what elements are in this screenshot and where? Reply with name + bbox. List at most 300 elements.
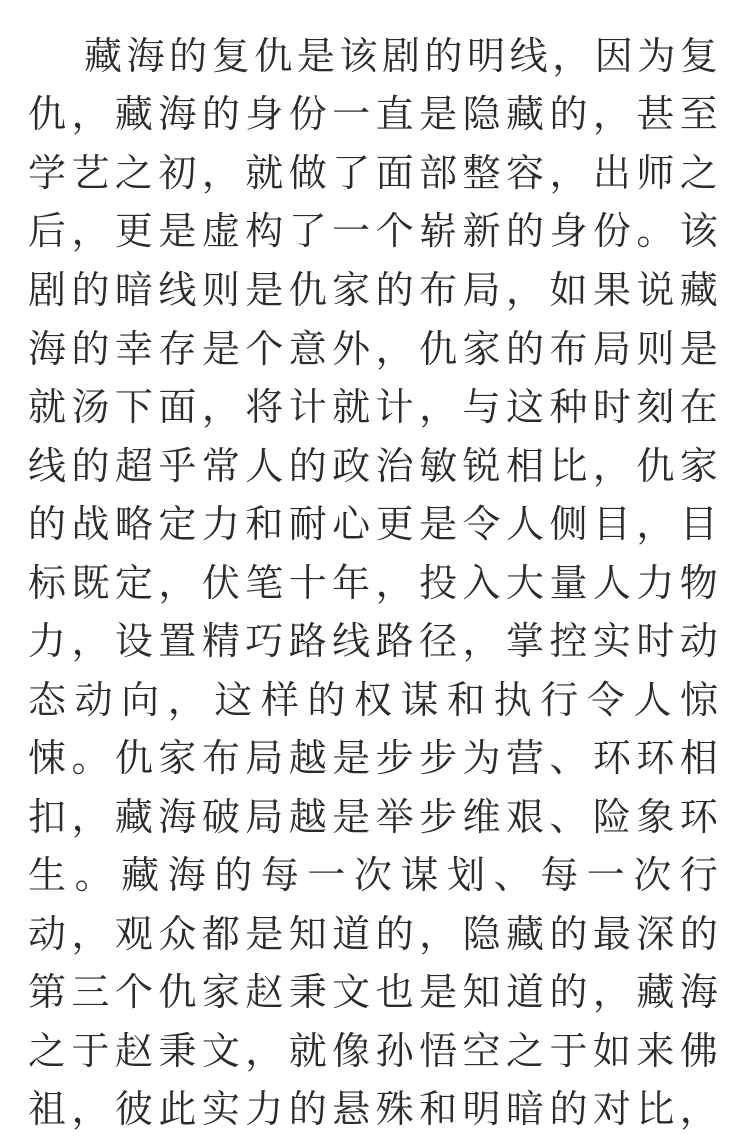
glyph: 实 <box>592 619 631 663</box>
glyph: 在 <box>679 385 718 429</box>
glyph: 彼 <box>114 1087 153 1131</box>
glyph: 如 <box>592 1029 631 1073</box>
glyph: ， <box>71 912 110 956</box>
glyph: 目 <box>592 502 631 546</box>
glyph: 悟 <box>419 1029 458 1073</box>
glyph: 标 <box>28 561 67 605</box>
glyph: 个 <box>375 209 414 253</box>
glyph: 的 <box>505 209 544 253</box>
glyph: 复 <box>211 34 250 78</box>
glyph: 的 <box>505 327 544 371</box>
glyph: 和 <box>447 678 486 722</box>
glyph: 藏 <box>114 795 153 839</box>
glyph: 该 <box>339 34 378 78</box>
glyph: 路 <box>288 619 327 663</box>
glyph: 的 <box>375 912 414 956</box>
glyph: 布 <box>419 268 458 312</box>
text-line <box>28 437 718 495</box>
glyph: ， <box>552 34 591 78</box>
glyph: 于 <box>71 1029 110 1073</box>
glyph: 如 <box>549 268 588 312</box>
glyph: 对 <box>592 1087 631 1131</box>
glyph: 做 <box>288 151 327 195</box>
glyph: 计 <box>288 385 327 429</box>
text-line <box>28 729 718 787</box>
glyph: ， <box>158 561 197 605</box>
glyph: 殊 <box>375 1087 414 1131</box>
glyph: ， <box>549 151 588 195</box>
glyph: 艺 <box>71 151 110 195</box>
glyph: 孙 <box>375 1029 414 1073</box>
glyph: 入 <box>462 561 501 605</box>
glyph: 令 <box>462 502 501 546</box>
glyph: 三 <box>71 970 110 1014</box>
glyph: 悬 <box>332 1087 371 1131</box>
glyph: 治 <box>375 444 414 488</box>
glyph: 部 <box>419 151 458 195</box>
glyph: ， <box>167 678 206 722</box>
glyph: 投 <box>419 561 458 605</box>
glyph: 幸 <box>114 327 153 371</box>
glyph: 存 <box>158 327 197 371</box>
glyph: 外 <box>332 327 371 371</box>
glyph: 为 <box>462 736 501 780</box>
glyph: 之 <box>679 151 718 195</box>
glyph: 像 <box>332 1029 371 1073</box>
glyph: 家 <box>462 327 501 371</box>
glyph: 谋 <box>400 853 439 897</box>
glyph: 的 <box>288 1087 327 1131</box>
glyph: 更 <box>114 209 153 253</box>
glyph: 的 <box>28 502 67 546</box>
glyph: 的 <box>549 970 588 1014</box>
glyph: 海 <box>126 34 165 78</box>
glyph: 的 <box>71 444 110 488</box>
glyph: 破 <box>201 795 240 839</box>
glyph: 、 <box>493 853 532 897</box>
glyph: 容 <box>505 151 544 195</box>
text-line <box>28 788 718 846</box>
glyph: 众 <box>158 912 197 956</box>
glyph: ， <box>71 619 110 663</box>
glyph: 佛 <box>679 1029 718 1073</box>
glyph: 崭 <box>419 209 458 253</box>
glyph: 深 <box>636 912 675 956</box>
glyph: 战 <box>71 502 110 546</box>
glyph: 物 <box>679 561 718 605</box>
glyph: ， <box>592 444 631 488</box>
glyph: 布 <box>549 327 588 371</box>
glyph: 态 <box>28 678 67 722</box>
glyph: ， <box>462 619 501 663</box>
glyph: 、 <box>549 795 588 839</box>
glyph: ， <box>201 385 240 429</box>
glyph: 的 <box>424 34 463 78</box>
glyph: 锐 <box>462 444 501 488</box>
glyph: 仇 <box>254 34 293 78</box>
glyph: 线 <box>28 444 67 488</box>
glyph: 侧 <box>549 502 588 546</box>
glyph: ， <box>201 151 240 195</box>
glyph: 局 <box>245 736 284 780</box>
glyph: 明 <box>462 1087 501 1131</box>
glyph: 与 <box>462 385 501 429</box>
glyph: 大 <box>505 561 544 605</box>
glyph: 仇 <box>419 327 458 371</box>
glyph: 秉 <box>288 970 327 1014</box>
glyph: 是 <box>419 502 458 546</box>
glyph: 为 <box>637 34 676 78</box>
glyph: 复 <box>679 34 718 78</box>
glyph: 都 <box>201 912 240 956</box>
glyph: 划 <box>447 853 486 897</box>
glyph: 的 <box>549 912 588 956</box>
glyph: 一 <box>307 853 346 897</box>
glyph: 的 <box>375 268 414 312</box>
text-line <box>28 554 718 612</box>
glyph: 来 <box>636 1029 675 1073</box>
glyph: 就 <box>332 385 371 429</box>
glyph: 是 <box>419 970 458 1014</box>
glyph: 布 <box>201 736 240 780</box>
glyph: 果 <box>592 268 631 312</box>
glyph: 了 <box>332 151 371 195</box>
glyph: 的 <box>679 912 718 956</box>
glyph: 向 <box>121 678 160 722</box>
glyph: 仇 <box>288 268 327 312</box>
glyph: 后 <box>28 209 67 253</box>
glyph: 乎 <box>158 444 197 488</box>
glyph: 明 <box>467 34 506 78</box>
glyph: 径 <box>419 619 458 663</box>
glyph: 环 <box>679 795 718 839</box>
glyph: 赵 <box>245 970 284 1014</box>
glyph: 路 <box>375 619 414 663</box>
glyph: 精 <box>201 619 240 663</box>
glyph: 第 <box>28 970 67 1014</box>
glyph: 营 <box>505 736 544 780</box>
glyph: 师 <box>636 151 675 195</box>
glyph: 超 <box>114 444 153 488</box>
glyph: 环 <box>592 736 631 780</box>
glyph: ， <box>71 209 110 253</box>
glyph: ， <box>592 970 631 1014</box>
glyph: 、 <box>549 736 588 780</box>
glyph: 样 <box>260 678 299 722</box>
glyph: 掌 <box>505 619 544 663</box>
glyph: 至 <box>679 92 718 136</box>
glyph: ， <box>679 1087 718 1131</box>
glyph: 之 <box>28 1029 67 1073</box>
glyph: 虚 <box>201 209 240 253</box>
glyph: 局 <box>245 795 284 839</box>
glyph: 这 <box>214 678 253 722</box>
glyph: 暗 <box>505 1087 544 1131</box>
glyph: 甚 <box>636 92 675 136</box>
glyph: 既 <box>71 561 110 605</box>
glyph: 就 <box>245 151 284 195</box>
glyph: 略 <box>114 502 153 546</box>
glyph: 赵 <box>114 1029 153 1073</box>
glyph: ， <box>71 795 110 839</box>
glyph: 藏 <box>679 268 718 312</box>
glyph: 生 <box>28 853 67 897</box>
glyph: ， <box>636 502 675 546</box>
glyph: 一 <box>332 209 371 253</box>
text-line <box>28 85 718 143</box>
glyph: 力 <box>201 502 240 546</box>
glyph: 剧 <box>381 34 420 78</box>
glyph: 巧 <box>245 619 284 663</box>
glyph: 扣 <box>28 795 67 839</box>
glyph: 学 <box>28 151 67 195</box>
glyph: 份 <box>288 92 327 136</box>
glyph: 悚 <box>28 736 67 780</box>
glyph: 局 <box>592 327 631 371</box>
glyph: 令 <box>586 678 625 722</box>
glyph: 政 <box>332 444 371 488</box>
glyph: 实 <box>201 1087 240 1131</box>
glyph: 于 <box>549 1029 588 1073</box>
glyph: 就 <box>288 1029 327 1073</box>
glyph: 每 <box>260 853 299 897</box>
glyph: 仇 <box>158 970 197 1014</box>
glyph: 个 <box>114 970 153 1014</box>
glyph: 新 <box>462 209 501 253</box>
glyph: 常 <box>201 444 240 488</box>
glyph: 也 <box>375 970 414 1014</box>
glyph: 种 <box>549 385 588 429</box>
glyph: 是 <box>158 209 197 253</box>
glyph: 象 <box>636 795 675 839</box>
glyph: 藏 <box>505 92 544 136</box>
glyph: 十 <box>288 561 327 605</box>
glyph: 则 <box>201 268 240 312</box>
glyph: 藏 <box>505 912 544 956</box>
glyph: 的 <box>214 853 253 897</box>
glyph: 执 <box>493 678 532 722</box>
glyph: 计 <box>375 385 414 429</box>
glyph: 的 <box>288 444 327 488</box>
glyph: 力 <box>636 561 675 605</box>
glyph: 家 <box>201 970 240 1014</box>
glyph: ， <box>71 92 110 136</box>
glyph: 线 <box>332 619 371 663</box>
glyph: 该 <box>679 209 718 253</box>
glyph: 动 <box>74 678 113 722</box>
glyph: 家 <box>332 268 371 312</box>
glyph: 是 <box>332 795 371 839</box>
glyph: 笔 <box>245 561 284 605</box>
glyph: 险 <box>592 795 631 839</box>
glyph: 人 <box>505 502 544 546</box>
glyph: 比 <box>636 1087 675 1131</box>
glyph: 仇 <box>28 92 67 136</box>
glyph: 剧 <box>28 268 67 312</box>
glyph: 的 <box>201 92 240 136</box>
text-line <box>28 846 718 904</box>
glyph: 时 <box>592 385 631 429</box>
glyph: 敏 <box>419 444 458 488</box>
glyph: 意 <box>288 327 327 371</box>
text-line <box>28 144 718 202</box>
glyph: 观 <box>114 912 153 956</box>
glyph: 线 <box>158 268 197 312</box>
glyph: 和 <box>245 502 284 546</box>
glyph: 直 <box>375 92 414 136</box>
glyph: 这 <box>505 385 544 429</box>
glyph: ， <box>375 327 414 371</box>
glyph: 海 <box>167 853 206 897</box>
glyph: 面 <box>375 151 414 195</box>
glyph: 初 <box>158 151 197 195</box>
glyph: 心 <box>332 502 371 546</box>
glyph: 环 <box>636 736 675 780</box>
glyph: 藏 <box>114 92 153 136</box>
glyph: 身 <box>245 92 284 136</box>
glyph: 每 <box>540 853 579 897</box>
glyph: 仇 <box>636 444 675 488</box>
glyph: 之 <box>114 151 153 195</box>
text-line <box>28 261 718 319</box>
glyph: 和 <box>419 1087 458 1131</box>
glyph: 动 <box>28 912 67 956</box>
glyph: 步 <box>419 736 458 780</box>
glyph: 动 <box>679 619 718 663</box>
glyph: 是 <box>245 268 284 312</box>
glyph: 将 <box>245 385 284 429</box>
glyph: ， <box>419 385 458 429</box>
glyph: 是 <box>245 912 284 956</box>
glyph: 因 <box>594 34 633 78</box>
glyph: 。 <box>74 853 113 897</box>
glyph: 藏 <box>84 34 123 78</box>
text-line <box>28 378 718 436</box>
glyph: 秉 <box>158 1029 197 1073</box>
glyph: 人 <box>592 561 631 605</box>
glyph: 是 <box>332 736 371 780</box>
glyph: 仇 <box>114 736 153 780</box>
glyph: 比 <box>549 444 588 488</box>
glyph: 隐 <box>462 912 501 956</box>
glyph: 力 <box>245 1087 284 1131</box>
glyph: 的 <box>71 327 110 371</box>
glyph: 年 <box>332 561 371 605</box>
glyph: 身 <box>549 209 588 253</box>
glyph: 的 <box>549 1087 588 1131</box>
glyph: 定 <box>158 502 197 546</box>
glyph: 相 <box>505 444 544 488</box>
glyph: 隐 <box>462 92 501 136</box>
glyph: 知 <box>462 970 501 1014</box>
glyph: 整 <box>462 151 501 195</box>
glyph: 汤 <box>71 385 110 429</box>
glyph: ， <box>71 1087 110 1131</box>
glyph: 海 <box>679 970 718 1014</box>
glyph: 维 <box>462 795 501 839</box>
glyph: 下 <box>114 385 153 429</box>
glyph: 道 <box>505 970 544 1014</box>
glyph: 面 <box>158 385 197 429</box>
glyph: 海 <box>158 92 197 136</box>
glyph: 是 <box>679 327 718 371</box>
glyph: 伏 <box>201 561 240 605</box>
glyph: 的 <box>71 268 110 312</box>
glyph: 知 <box>288 912 327 956</box>
glyph: 海 <box>158 795 197 839</box>
glyph: 构 <box>245 209 284 253</box>
glyph: 相 <box>679 736 718 780</box>
glyph: ， <box>245 1029 284 1073</box>
glyph: 更 <box>375 502 414 546</box>
glyph: 力 <box>28 619 67 663</box>
glyph: ， <box>419 912 458 956</box>
glyph: 刻 <box>636 385 675 429</box>
glyph: 是 <box>296 34 335 78</box>
glyph: 定 <box>114 561 153 605</box>
text-line <box>28 320 718 378</box>
glyph: 海 <box>28 327 67 371</box>
glyph: 之 <box>505 1029 544 1073</box>
glyph: 一 <box>586 853 625 897</box>
glyph: 权 <box>353 678 392 722</box>
glyph: 置 <box>158 619 197 663</box>
glyph: 线 <box>509 34 548 78</box>
glyph: 藏 <box>636 970 675 1014</box>
glyph: 了 <box>288 209 327 253</box>
glyph: 。 <box>636 209 675 253</box>
glyph: 步 <box>375 736 414 780</box>
text-line <box>28 1022 718 1080</box>
glyph: 局 <box>462 268 501 312</box>
glyph: 文 <box>201 1029 240 1073</box>
glyph: 祖 <box>28 1087 67 1131</box>
text-line <box>28 612 718 670</box>
glyph: 行 <box>679 853 718 897</box>
text-line <box>28 963 718 1021</box>
glyph: 空 <box>462 1029 501 1073</box>
glyph: 的 <box>307 678 346 722</box>
glyph: 量 <box>549 561 588 605</box>
glyph: 人 <box>633 678 672 722</box>
glyph: 个 <box>245 327 284 371</box>
glyph: 说 <box>636 268 675 312</box>
glyph: 越 <box>288 736 327 780</box>
glyph: 目 <box>679 502 718 546</box>
glyph: 谋 <box>400 678 439 722</box>
glyph: 控 <box>549 619 588 663</box>
glyph: 次 <box>633 853 672 897</box>
glyph: 一 <box>332 92 371 136</box>
text-line <box>28 905 718 963</box>
glyph: 则 <box>636 327 675 371</box>
glyph: 惊 <box>679 678 718 722</box>
glyph: 设 <box>114 619 153 663</box>
glyph: 暗 <box>114 268 153 312</box>
glyph: 举 <box>375 795 414 839</box>
glyph: 家 <box>679 444 718 488</box>
glyph: 艰 <box>505 795 544 839</box>
text-line <box>28 671 718 729</box>
glyph: 时 <box>636 619 675 663</box>
glyph: 。 <box>71 736 110 780</box>
glyph: 的 <box>169 34 208 78</box>
glyph: 人 <box>245 444 284 488</box>
text-line <box>84 27 718 85</box>
glyph: 耐 <box>288 502 327 546</box>
text-line <box>28 495 718 553</box>
glyph: 藏 <box>121 853 160 897</box>
